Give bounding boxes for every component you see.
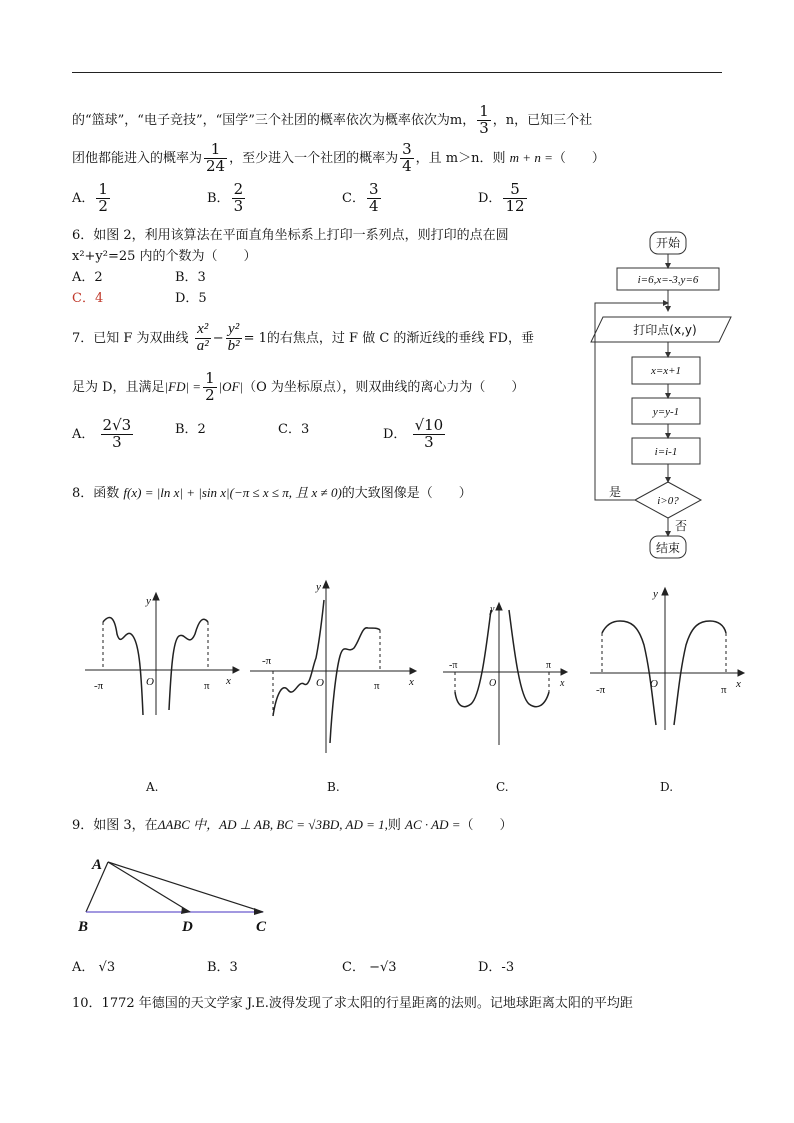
svg-text:π: π xyxy=(204,680,210,692)
svg-text:π: π xyxy=(721,684,727,696)
flow-step1-text: x=x+1 xyxy=(650,365,682,377)
q6-line2: x²+y²=25 内的个数为（ ） xyxy=(72,249,257,264)
svg-text:D: D xyxy=(182,919,193,935)
q5-option-c: C． $\frac{3}{4}$ xyxy=(342,180,379,215)
graph-c-label: C. xyxy=(496,780,509,794)
svg-text:O: O xyxy=(489,678,497,689)
q6-line1: 6．如图 2，利用该算法在平面直角坐标系上打印一系列点，则打印的点在圆 xyxy=(72,228,509,243)
q6-option-d: D．5 xyxy=(175,291,207,306)
q7-option-d: D． $\frac{√10}{3}$ xyxy=(383,416,444,451)
svg-text:y: y xyxy=(490,604,495,615)
q6-option-a: A．2 xyxy=(72,270,103,285)
flow-step2-text: y=y-1 xyxy=(652,406,680,418)
svg-text:A: A xyxy=(92,857,103,873)
svg-text:C: C xyxy=(256,919,267,935)
q7-option-a: A． $\frac{2√3}{3}$ xyxy=(72,416,132,451)
flowchart xyxy=(585,228,735,563)
q5-frac-1-3: $\frac{1}{3}$ xyxy=(479,102,489,137)
svg-text:O: O xyxy=(316,677,324,689)
svg-text:π: π xyxy=(374,680,380,692)
header-rule xyxy=(72,72,722,73)
triangle-figure xyxy=(78,852,278,937)
flow-print-text: 打印点(x,y) xyxy=(633,323,697,337)
svg-text:x: x xyxy=(736,678,741,690)
svg-text:y: y xyxy=(653,588,658,600)
flow-yes-text: 是 xyxy=(609,485,622,499)
q9-option-d: D．-3 xyxy=(478,960,515,975)
graph-d-label: D. xyxy=(660,780,674,794)
q8-line: 8．函数 f(x) = |ln x| + |sin x|(−π ≤ x ≤ π, 且 x ≠ 0)的大致图像是（ ） xyxy=(72,485,472,501)
svg-text:y: y xyxy=(146,595,151,607)
q5-frac-1-24: $\frac{1}{24}$ xyxy=(206,140,226,175)
q7-line2: 足为 D，且满足|FD| = $\frac{1}{2}$ |OF|（O 为坐标原点），则双曲线的离心力为（ ） xyxy=(72,369,525,404)
graph-d xyxy=(590,585,750,735)
q7-option-c: C．3 xyxy=(278,422,310,437)
q5-line1: 的“篮球”，“电子竞技”，“国学”三个社团的概率依次为概率依次为m， $\frac{1}{3}$ ，n，已知三个社 xyxy=(72,102,593,137)
svg-text:x: x xyxy=(409,676,414,688)
graph-a xyxy=(85,590,240,720)
svg-text:-π: -π xyxy=(596,684,606,696)
flow-step3-text: i=i-1 xyxy=(654,446,678,458)
q5-frac-3-4: $\frac{3}{4}$ xyxy=(402,140,412,175)
svg-text:-π: -π xyxy=(94,680,104,692)
q5-option-d: D． $\frac{5}{12}$ xyxy=(478,180,525,215)
svg-text:O: O xyxy=(650,678,658,690)
q5-option-a: A． $\frac{1}{2}$ xyxy=(72,180,108,215)
flow-init-text: i=6,x=-3,y=6 xyxy=(637,274,699,286)
q6-option-c: C．4 xyxy=(72,291,104,306)
svg-text:-π: -π xyxy=(262,655,272,667)
svg-text:x: x xyxy=(226,675,231,687)
graph-b-label: B. xyxy=(327,780,340,794)
svg-text:-π: -π xyxy=(449,660,458,671)
q7-option-b: B．2 xyxy=(175,422,206,437)
svg-text:B: B xyxy=(78,919,89,935)
q9-line: 9．如图 3，在ΔABC 中，AD ⊥ AB, BC = √3BD, AD = 1,则 AC · AD =（ ） xyxy=(72,817,513,833)
svg-text:O: O xyxy=(146,676,154,688)
q9-option-c: C． −√3 xyxy=(342,960,397,975)
graph-a-label: A. xyxy=(146,780,159,794)
flow-cond-text: i>0? xyxy=(657,495,679,507)
svg-text:π: π xyxy=(546,660,552,671)
q9-option-a: A． √3 xyxy=(72,960,116,975)
svg-text:x: x xyxy=(560,678,565,689)
q7-line1: 7．已知 F 为双曲线 $\frac{\text{x²}}{\text{a²}}$ − $\frac{\text{y²}}{\text{b²}}$ = 1的右焦点，过 F 做 C 的渐近线的垂线 FD，垂 xyxy=(72,321,534,354)
q10-line1: 10．1772 年德国的天文学家 J.E.波得发现了求太阳的行星距离的法则。记地球距离太阳的平均距 xyxy=(72,996,633,1011)
q9-option-b: B．3 xyxy=(207,960,238,975)
q6-option-b: B．3 xyxy=(175,270,206,285)
graph-b xyxy=(250,578,420,758)
flow-no-text: 否 xyxy=(675,519,688,533)
svg-text:y: y xyxy=(316,581,321,593)
flow-end-text: 结束 xyxy=(655,541,681,555)
flow-start-text: 开始 xyxy=(655,236,681,250)
q5-option-b: B． $\frac{2}{3}$ xyxy=(207,180,244,215)
graph-c xyxy=(443,600,573,750)
q5-line2: 团他都能进入的概率为 $\frac{1}{24}$ ，至少进入一个社团的概率为 $\frac{3}{4}$ ，且 m＞n．则 m + n =（ ） xyxy=(72,140,605,175)
